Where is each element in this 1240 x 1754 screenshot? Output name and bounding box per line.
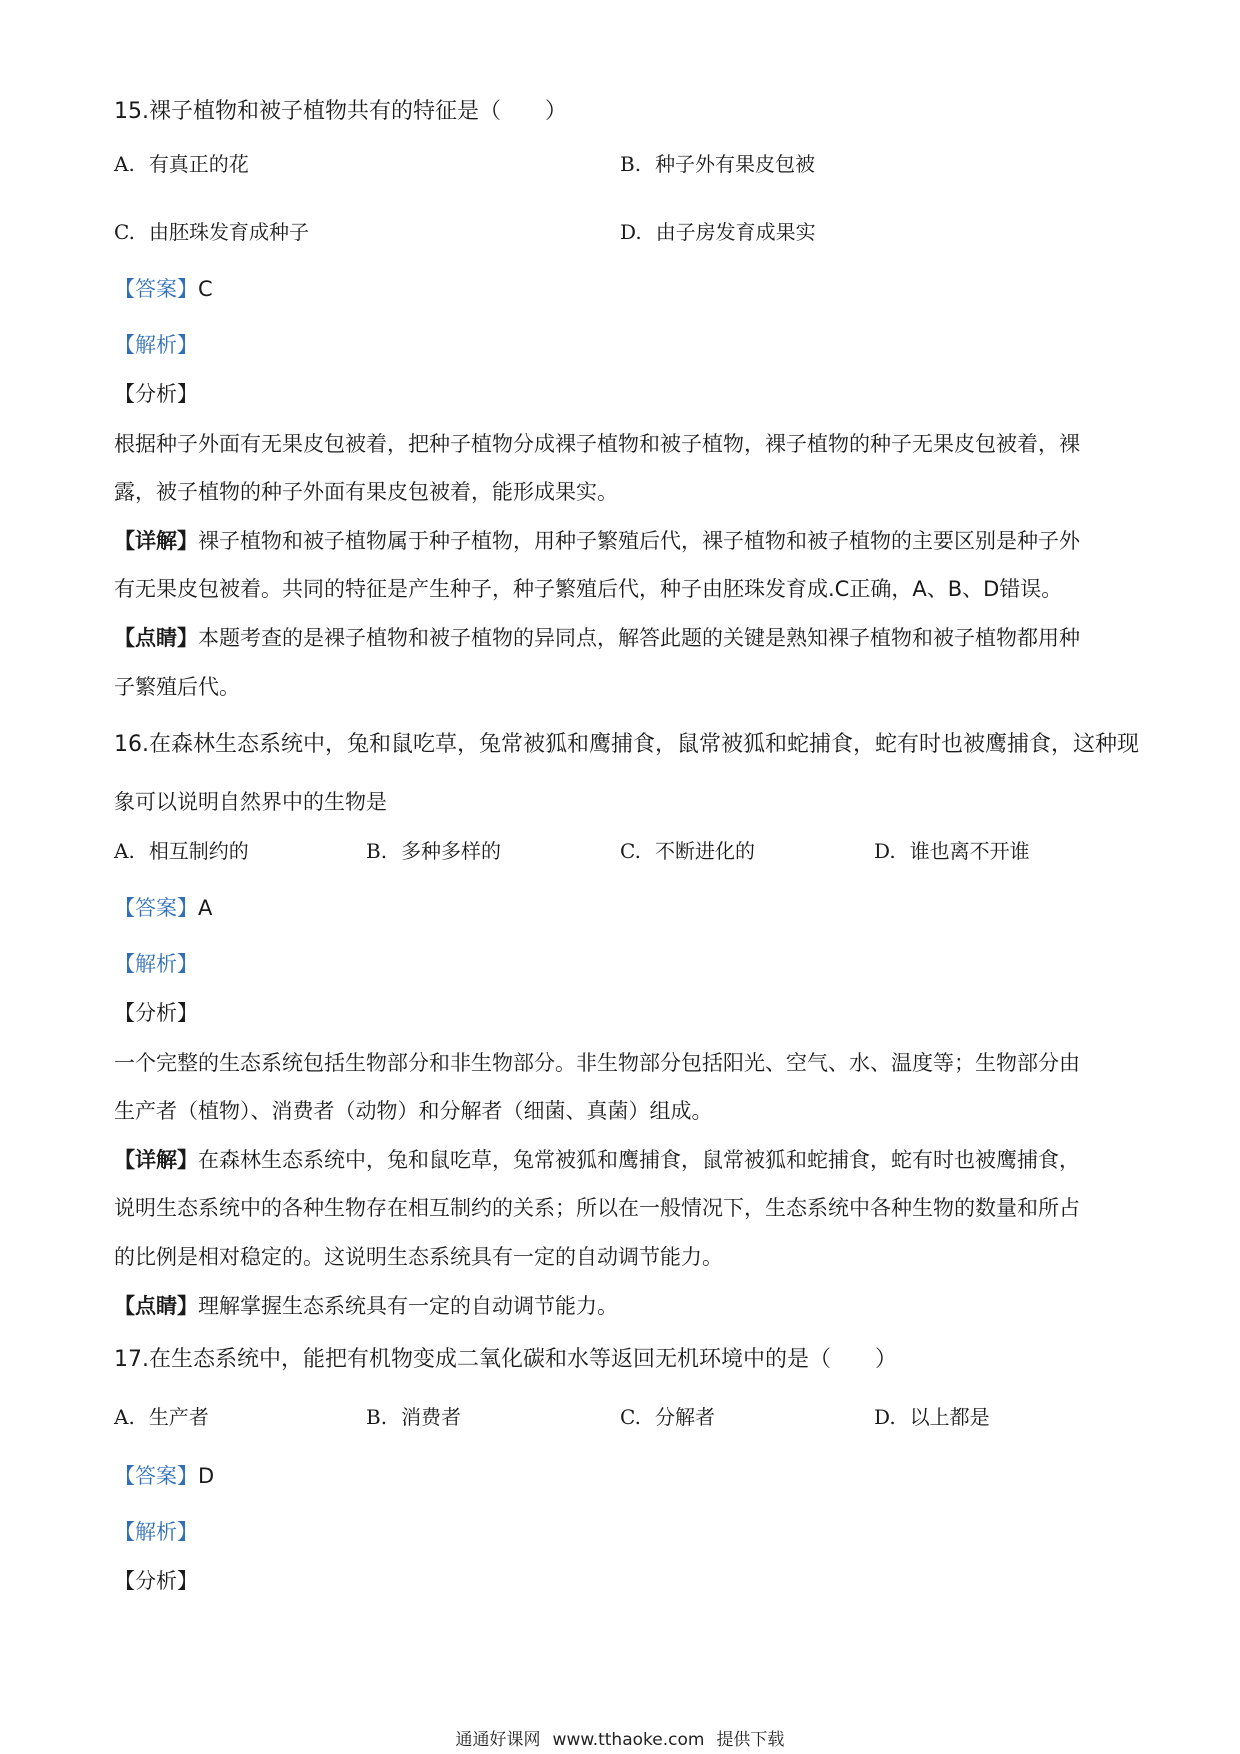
q17-option-c — [620, 1403, 715, 1431]
q16-xiangjie-line-2: 说明生态系统中的各种生物存在相互制约的关系；所以在一般情况下，生态系统中各种生物的数量和所占 — [114, 1196, 1080, 1220]
answer-value: A — [198, 896, 213, 920]
q16-xiangjie-line-1 — [114, 1146, 1080, 1174]
q16-fenxi-line-2: 生产者（植物）、消费者（动物）和分解者（细菌、真菌）组成。 — [114, 1099, 713, 1123]
option-letter: C. — [620, 839, 641, 863]
q16-jiexi-heading: 【解析】 — [114, 952, 198, 976]
option-text: 由子房发育成果实 — [655, 220, 816, 244]
option-letter: B. — [620, 152, 642, 176]
q15-fenxi-line-2: 露，被子植物的种子外面有果皮包被着，能形成果实。 — [114, 480, 618, 504]
answer-tag: 【答案】 — [114, 896, 198, 920]
q17-option-a — [114, 1403, 209, 1431]
q15-fenxi-line-1: 根据种子外面有无果皮包被着，把种子植物分成裸子植物和被子植物，裸子植物的种子无果皮包被着，裸 — [114, 432, 1080, 456]
option-text: 以上都是 — [909, 1405, 990, 1429]
answer-value: C — [198, 277, 213, 301]
q17-option-b — [366, 1403, 461, 1431]
q17-fenxi-heading: 【分析】 — [114, 1569, 198, 1593]
q15-xiangjie-line-1 — [114, 527, 1080, 555]
footer-suffix: 提供下载 — [716, 1730, 785, 1750]
q16-stem-line-2: 象可以说明自然界中的生物是 — [114, 790, 387, 814]
q16-stem-line-1: 16.在森林生态系统中，兔和鼠吃草，兔常被狐和鹰捕食，鼠常被狐和蛇捕食，蛇有时也被鹰捕食，这种现 — [114, 732, 1139, 757]
option-text: 种子外有果皮包被 — [655, 152, 816, 176]
option-text: 多种多样的 — [401, 839, 502, 863]
q16-answer — [114, 894, 212, 922]
q15-fenxi-heading: 【分析】 — [114, 382, 198, 406]
option-letter: A. — [114, 839, 135, 863]
q15-jiexi-heading: 【解析】 — [114, 333, 198, 357]
q15-option-b — [620, 150, 815, 178]
q15-answer — [114, 275, 213, 303]
q16-dianjing-line — [114, 1292, 618, 1320]
option-letter: A. — [114, 152, 135, 176]
q16-option-c — [620, 837, 755, 865]
q16-fenxi-heading: 【分析】 — [114, 1001, 198, 1025]
option-text: 有真正的花 — [148, 152, 249, 176]
option-text: 分解者 — [654, 1405, 715, 1429]
q17-stem: 17.在生态系统中，能把有机物变成二氧化碳和水等返回无机环境中的是（ ） — [114, 1347, 897, 1372]
option-letter: C. — [620, 1405, 641, 1429]
q17-option-d — [874, 1403, 990, 1431]
answer-tag: 【答案】 — [114, 1464, 198, 1488]
page-footer — [0, 1729, 1240, 1751]
q17-jiexi-heading: 【解析】 — [114, 1520, 198, 1544]
option-letter: B. — [366, 839, 388, 863]
option-text: 消费者 — [401, 1405, 462, 1429]
q16-option-b — [366, 837, 501, 865]
option-letter: D. — [620, 220, 642, 244]
option-text: 由胚珠发育成种子 — [148, 220, 309, 244]
footer-url[interactable]: www.tthaoke.com — [552, 1730, 705, 1750]
xiangjie-text: 裸子植物和被子植物属于种子植物，用种子繁殖后代，裸子植物和被子植物的主要区别是种子外 — [198, 529, 1080, 553]
xiangjie-tag: 【详解】 — [114, 529, 198, 553]
dianjing-tag: 【点睛】 — [114, 1294, 198, 1318]
option-letter: D. — [874, 1405, 896, 1429]
dianjing-tag: 【点睛】 — [114, 626, 198, 650]
q16-option-d — [874, 837, 1030, 865]
footer-site-name: 通通好课网 — [455, 1730, 541, 1750]
answer-value: D — [198, 1464, 215, 1488]
option-text: 不断进化的 — [654, 839, 755, 863]
q15-stem: 15.裸子植物和被子植物共有的特征是（ ） — [114, 99, 567, 124]
q15-dianjing-line-1 — [114, 624, 1080, 652]
q16-xiangjie-line-3: 的比例是相对稳定的。这说明生态系统具有一定的自动调节能力。 — [114, 1245, 723, 1269]
option-letter: A. — [114, 1405, 135, 1429]
option-text: 谁也离不开谁 — [909, 839, 1030, 863]
q15-dianjing-line-2: 子繁殖后代。 — [114, 675, 240, 699]
option-letter: B. — [366, 1405, 388, 1429]
option-letter: D. — [874, 839, 896, 863]
answer-tag: 【答案】 — [114, 277, 198, 301]
q15-option-d — [620, 218, 816, 246]
q15-xiangjie-line-2: 有无果皮包被着。共同的特征是产生种子，种子繁殖后代，种子由胚珠发育成.C正确，A、B、D错误。 — [114, 577, 1063, 601]
xiangjie-tag: 【详解】 — [114, 1148, 198, 1172]
dianjing-text: 本题考查的是裸子植物和被子植物的异同点，解答此题的关键是熟知裸子植物和被子植物都用种 — [198, 626, 1080, 650]
xiangjie-text: 在森林生态系统中，兔和鼠吃草，兔常被狐和鹰捕食，鼠常被狐和蛇捕食，蛇有时也被鹰捕食， — [198, 1148, 1080, 1172]
dianjing-text: 理解掌握生态系统具有一定的自动调节能力。 — [198, 1294, 618, 1318]
option-text: 生产者 — [148, 1405, 209, 1429]
q16-option-a — [114, 837, 249, 865]
option-letter: C. — [114, 220, 135, 244]
q17-answer — [114, 1462, 214, 1490]
option-text: 相互制约的 — [148, 839, 249, 863]
q15-option-c — [114, 218, 309, 246]
q15-option-a — [114, 150, 249, 178]
q16-fenxi-line-1: 一个完整的生态系统包括生物部分和非生物部分。非生物部分包括阳光、空气、水、温度等；生物部分由 — [114, 1051, 1080, 1075]
